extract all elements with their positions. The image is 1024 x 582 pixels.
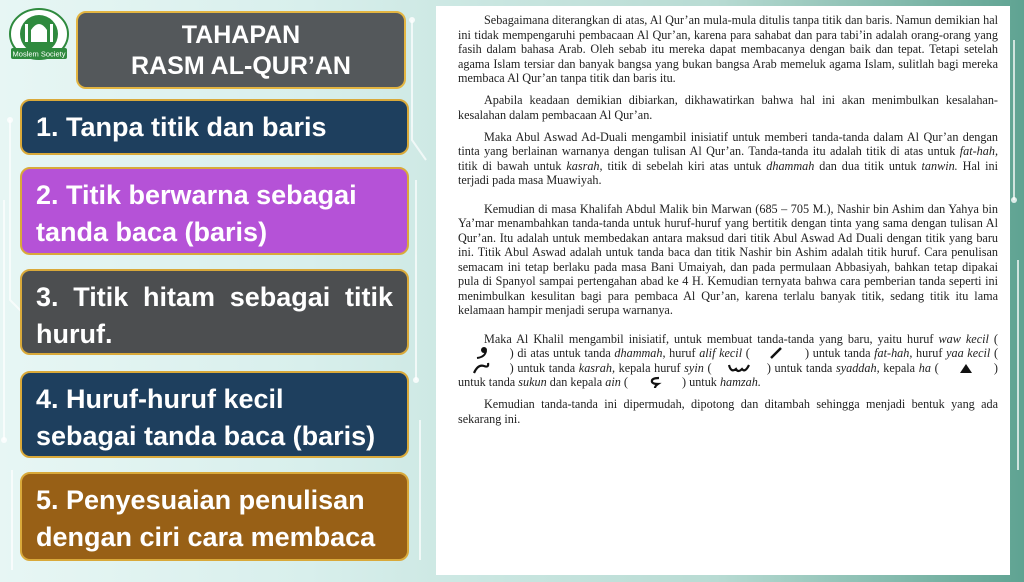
doc-paragraph-1: Sebagaimana diterangkan di atas, Al Qur’an mula-mula ditulis tanpa titik dan baris. Namun demikian hal ini tidak mempengaruhi pembacaan Al Qur’an, karena para sahabat dan para tabi’in adalah orang-orang yang fasih dalam bahasa Arab. Oleh sebab itu mereka dapat membacanya dengan baik dan tepat. Tetapi setelah agama Islam tersiar dan banyak bangsa yang bukan bangsa Arab memeluk agama Islam, sulitlah bagi mereka membaca Al Qur’an tanpa titik dan baris itu. <box>458 13 998 85</box>
ha-head-icon <box>942 361 990 375</box>
logo-text: Moslem Society <box>12 49 66 59</box>
scanned-document <box>436 6 1010 575</box>
step-5-line-1: 5. Penyesuaian penulisan <box>36 485 365 515</box>
step-1-box <box>20 99 409 155</box>
step-4-line-1: 4. Huruf-huruf kecil <box>36 384 284 414</box>
step-5-box <box>20 472 409 561</box>
title-line-2: RASM AL-QUR’AN <box>131 52 351 80</box>
yaa-kecil-icon <box>458 361 506 375</box>
step-5-line-2: dengan ciri cara membaca <box>36 522 376 552</box>
page-title <box>76 11 406 89</box>
doc-paragraph-6: Kemudian tanda-tanda ini dipermudah, dipotong dan ditambah sehingga menjadi bentuk yang ada sekarang ini. <box>458 397 998 426</box>
step-1-text: 1. Tanpa titik dan baris <box>36 112 327 142</box>
step-4-box <box>20 371 409 458</box>
step-3-line-2: huruf. <box>36 319 113 349</box>
mosque-icon <box>8 8 70 62</box>
step-3-line-1: 3. Titik hitam sebagai titik <box>36 282 393 312</box>
ain-head-icon <box>631 375 679 389</box>
alif-kecil-icon <box>753 346 801 360</box>
doc-paragraph-3: Maka Abul Aswad Ad-Duali mengambil inisiatif untuk memberi tanda-tanda dalam Al Qur’an dengan tinta yang berlainan warnanya dengan tulisan Al Qur’an. Tanda-tanda itu adalah titik di atas untuk fat-hah, titik di bawah untuk kasrah, titik di sebelah kiri atas untuk dhammah dan dua titik untuk tanwin. Hal ini terjadi pada masa Muawiyah. <box>458 129 999 187</box>
syin-head-icon <box>715 361 763 375</box>
doc-paragraph-2: Apabila keadaan demikian dibiarkan, dikhawatirkan bahwa hal ini akan menimbulkan kesalahan-kesalahan dalam pembacaan Al Qur’an. <box>458 93 998 122</box>
waw-kecil-icon <box>458 346 506 360</box>
step-2-line-1: 2. Titik berwarna sebagai <box>36 180 357 210</box>
title-line-1: TAHAPAN <box>181 21 301 49</box>
doc-paragraph-4: Kemudian di masa Khalifah Abdul Malik bin Marwan (685 – 705 M.), Nashir bin Ashim dan Yahya bin Ya’mar menambahkan tanda-tanda untuk huruf-huruf yang bertitik dengan tinta yang sama dengan tulisan Al Qur’an. Itu adalah untuk membedakan antara maksud dari titik Abul Aswad Ad Duali dengan titik yang baru ini. Titik Abul Aswad adalah untuk tanda baca dan titik Nashir bin Ashim adalah titik huruf. Cara penulisan semacam ini tetap berlaku pada masa Bani Umaiyah, dan pada permulaan Abbasiyah, bahkan tetap dipakai pula di Spanyol sampai pertengahan abad ke 4 H. Kemudian ternyata bahwa cara pemberian tanda seperti ini menimbulkan kesulitan bagi para pembaca Al Qur’an, karena terlalu banyak titik, sedang titik itu lama kelamaan hampir menjadi serupa warnanya. <box>458 201 998 317</box>
step-2-line-2: tanda baca (baris) <box>36 217 268 247</box>
step-3-box <box>20 269 409 355</box>
doc-paragraph-5: Maka Al Khalil mengambil inisiatif, untuk membuat tanda-tanda yang baru, yaitu huruf waw kecil ( ) di atas untuk tanda dhammah, huruf alif kecil ( ) untuk tanda fat-hah, huruf yaa kecil ( ) untuk tanda kasrah, kepala huruf syin ( ) untuk tanda syaddah, kepala ha ( ) untuk tanda sukun dan kepala ain ( ) untuk hamzah. <box>458 331 998 389</box>
step-2-box <box>20 167 409 255</box>
step-4-line-2: sebagai tanda baca (baris) <box>36 421 376 451</box>
